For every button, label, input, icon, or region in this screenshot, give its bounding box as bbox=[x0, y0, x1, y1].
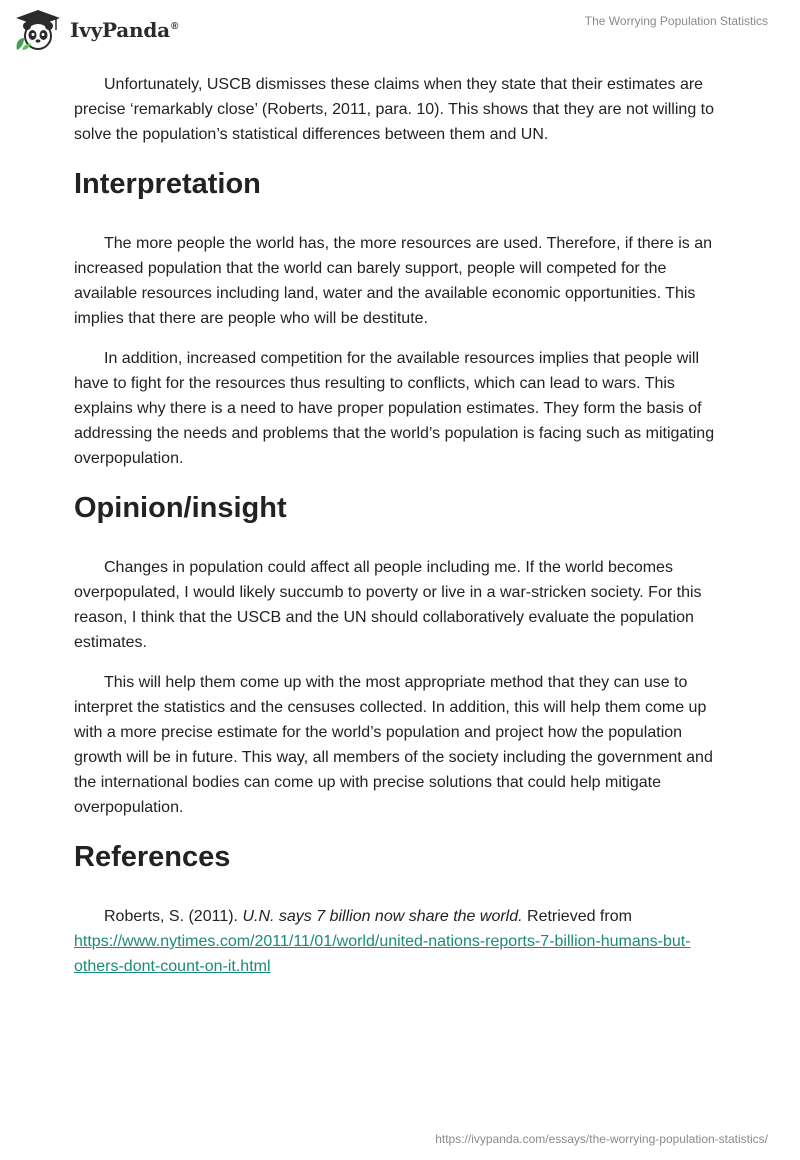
interpretation-paragraph-1: The more people the world has, the more resources are used. Therefore, if there is an increased population that the world can barely support, people will competed for the available resources including land, water and the available economic opportunities. This implies that there are people who will be destitute. bbox=[74, 235, 713, 327]
reference-retrieved: Retrieved from bbox=[522, 908, 632, 925]
reference-entry bbox=[74, 904, 726, 979]
page-header bbox=[0, 0, 800, 62]
heading-interpretation: Interpretation bbox=[74, 168, 261, 200]
registered-mark: ® bbox=[170, 21, 179, 33]
panda-graduate-icon bbox=[12, 8, 64, 52]
brand-logo[interactable] bbox=[12, 8, 178, 52]
reference-title: U.N. says 7 billion now share the world. bbox=[242, 908, 523, 925]
opinion-paragraph-2: This will help them come up with the most appropriate method that they can use to interpret the statistics and the censuses collected. In addition, this will help them come up with a more precise estimate for the world’s population and project how the population growth will be in future. This way, all members of the society including the government and the international bodies can come up with precise solutions that could help mitigate overpopulation. bbox=[74, 674, 713, 816]
reference-link[interactable]: https://www.nytimes.com/2011/11/01/world/united-nations-reports-7-billion-humans-but-others-dont-count-on-it.html bbox=[74, 933, 691, 975]
opinion-paragraph-1: Changes in population could affect all people including me. If the world becomes overpopulated, I would likely succumb to poverty or live in a war-stricken society. For this reason, I think that the USCB and the UN should collaboratively evaluate the population estimates. bbox=[74, 559, 702, 651]
page-url: https://ivypanda.com/essays/the-worrying-population-statistics/ bbox=[435, 1132, 768, 1146]
intro-paragraph: Unfortunately, USCB dismisses these claims when they state that their estimates are precise ‘remarkably close’ (Roberts, 2011, para. 10). This shows that they are not willing to solve the population’s statistical differences between them and UN. bbox=[74, 76, 714, 143]
heading-references: References bbox=[74, 841, 231, 873]
interpretation-paragraph-2: In addition, increased competition for the available resources implies that people will have to fight for the resources thus resulting to conflicts, which can lead to wars. This explains why there is a need to have proper population estimates. They form the basis of addressing the needs and problems that the world’s population is facing such as mitigating overpopulation. bbox=[74, 350, 715, 467]
brand-name: IvyPanda® bbox=[70, 18, 179, 42]
heading-opinion-insight: Opinion/insight bbox=[74, 492, 287, 524]
essay-content bbox=[74, 72, 726, 994]
reference-author-date: Roberts, S. (2011). bbox=[104, 908, 243, 925]
document-title: The Worrying Population Statistics bbox=[584, 14, 768, 28]
